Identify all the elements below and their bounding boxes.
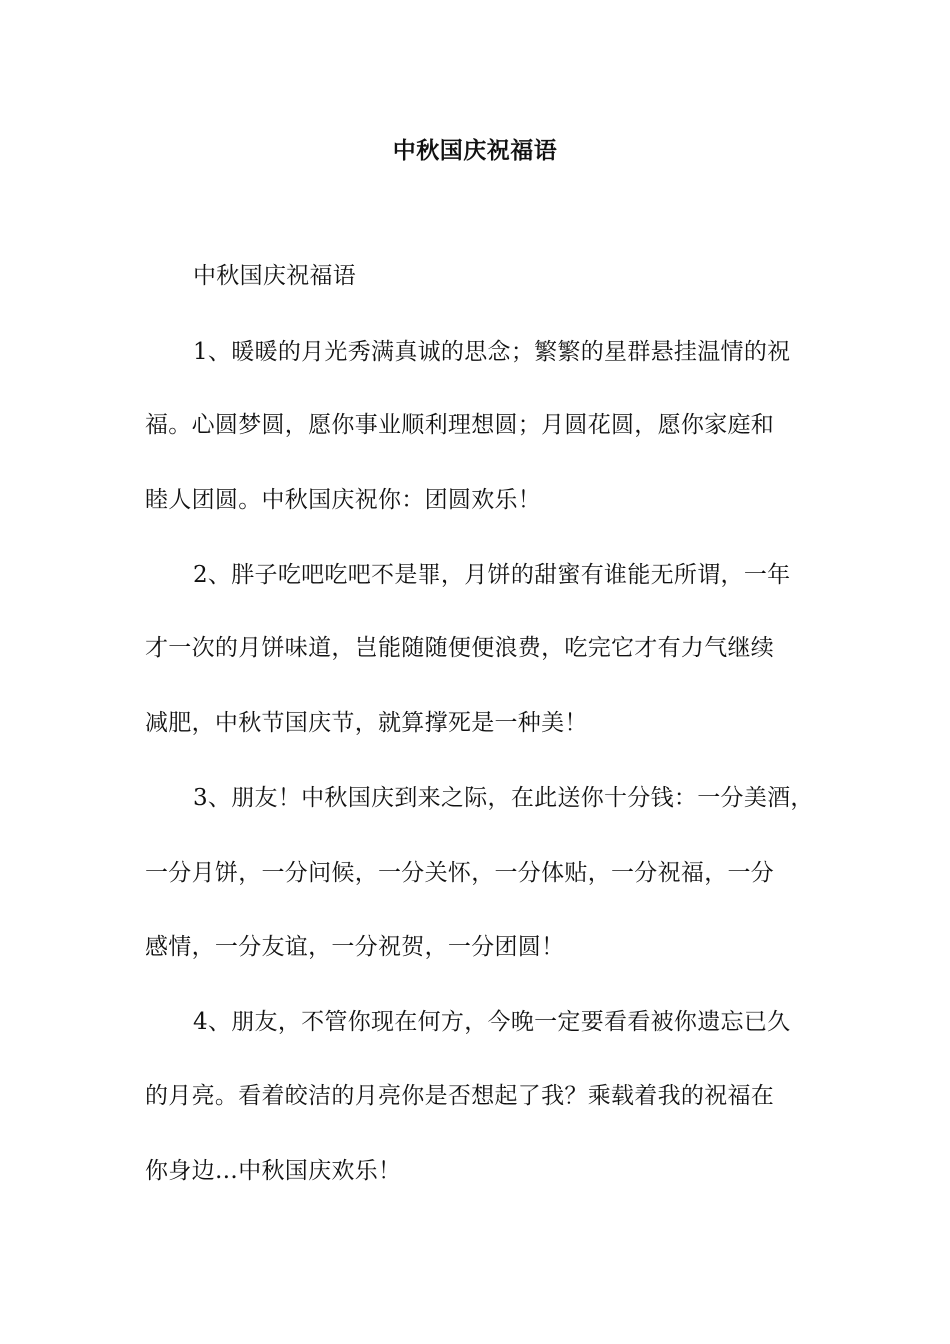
document-subtitle: 中秋国庆祝福语 [193,263,357,289]
paragraph-3-line-3: 感情，一分友谊，一分祝贺，一分团圆！ [145,934,565,960]
paragraph-1-line-1: 1、暖暖的月光秀满真诚的思念；繁繁的星群悬挂温情的祝 [193,339,791,365]
paragraph-2-line-1: 2、胖子吃吧吃吧不是罪，月饼的甜蜜有谁能无所谓，一年 [193,562,791,588]
paragraph-1-line-2: 福。心圆梦圆，愿你事业顺利理想圆；月圆花圆，愿你家庭和 [145,412,775,438]
paragraph-4-line-2: 的月亮。看着皎洁的月亮你是否想起了我？乘载着我的祝福在 [145,1083,775,1109]
paragraph-2-line-3: 减肥，中秋节国庆节，就算撑死是一种美！ [145,710,588,736]
paragraph-2-line-2: 才一次的月饼味道，岂能随随便便浪费，吃完它才有力气继续 [145,635,775,661]
paragraph-3-line-2: 一分月饼，一分问候，一分关怀，一分体贴，一分祝福，一分 [145,860,775,886]
document-title: 中秋国庆祝福语 [392,137,558,164]
paragraph-4-line-1: 4、朋友，不管你现在何方，今晚一定要看看被你遗忘已久 [193,1009,791,1035]
paragraph-1-line-3: 睦人团圆。中秋国庆祝你：团圆欢乐！ [145,487,542,513]
paragraph-3-line-1: 3、朋友！中秋国庆到来之际，在此送你十分钱：一分美酒， [193,785,814,811]
paragraph-4-line-3: 你身边…中秋国庆欢乐！ [145,1158,402,1184]
